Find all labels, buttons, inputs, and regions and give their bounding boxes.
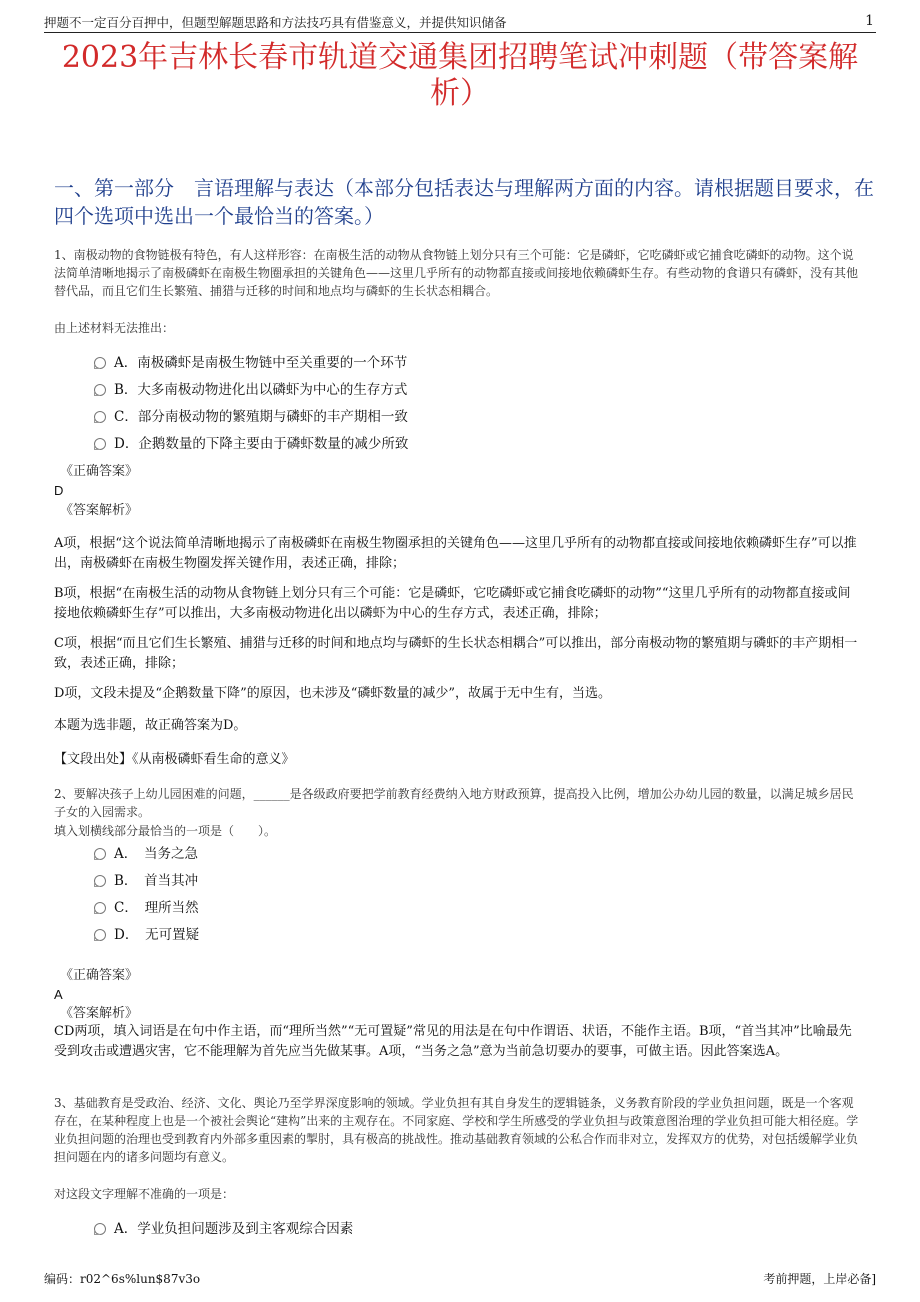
q2-stem: 2、要解决孩子上幼儿园困难的问题，______是各级政府要把学前教育经费纳入地方财政预算，提高投入比例，增加公办幼儿园的数量，以满足城乡居民子女的入园需求。 bbox=[54, 787, 854, 819]
radio-icon[interactable] bbox=[94, 357, 106, 369]
q1-answer: D bbox=[54, 483, 64, 498]
q2-option-d[interactable]: D． 无可置疑 bbox=[94, 926, 199, 944]
q2-analysis: CD两项，填入词语是在句中作主语，而“理所当然”“无可置疑”常见的用法是在句中作谓语、状语，不能作主语。B项，“首当其冲”比喻最先受到攻击或遭遇灾害，它不能理解为首先应当先做某事。A项，“当务之急”意为当前急切要办的要事，可做主语。因此答案选A。 bbox=[54, 1024, 852, 1059]
q1-analysis-c: C项，根据“而且它们生长繁殖、捕猎与迁移的时间和地点均与磷虾的生长状态相耦合”可以推出，部分南极动物的繁殖期与磷虾的丰产期相一致，表述正确，排除； bbox=[54, 636, 858, 671]
radio-icon[interactable] bbox=[94, 411, 106, 423]
q2-analysis-label: 《答案解析》 bbox=[60, 1006, 139, 1021]
radio-icon[interactable] bbox=[94, 384, 106, 396]
radio-icon[interactable] bbox=[94, 848, 106, 860]
section-title: 一、第一部分 言语理解与表达（本部分包括表达与理解两方面的内容。请根据题目要求，在四个选项中选出一个最恰当的答案。） bbox=[54, 176, 874, 228]
radio-icon[interactable] bbox=[94, 929, 106, 941]
q2-option-b[interactable]: B． 首当其冲 bbox=[94, 872, 198, 890]
q1-option-c[interactable]: C．部分南极动物的繁殖期与磷虾的丰产期相一致 bbox=[94, 408, 408, 426]
q3-option-a[interactable]: A．学业负担问题涉及到主客观综合因素 bbox=[94, 1220, 353, 1238]
q1-analysis-b: B项，根据“在南极生活的动物从食物链上划分只有三个可能：它是磷虾，它吃磷虾或它捕食吃磷虾的动物”“这里几乎所有的动物都直接或间接地依赖磷虾生存”可以推出，大多南极动物进化出以磷虾为中心的生存方式，表述正确，排除； bbox=[54, 586, 851, 621]
q1-stem: 1、南极动物的食物链极有特色，有人这样形容：在南极生活的动物从食物链上划分只有三个可能：它是磷虾，它吃磷虾或它捕食吃磷虾的动物。这个说法简单清晰地揭示了南极磷虾在南极生物圈承担的关键角色——这里几乎所有的动物都直接或间接地依赖磷虾生存。有些动物的食谱只有磷虾，没有其他替代品，而且它们生长繁殖、捕猎与迁移的时间和地点均与磷虾的生长状态相耦合。 bbox=[54, 248, 859, 298]
page-title: 2023年吉林长春市轨道交通集团招聘笔试冲刺题（带答案解析） bbox=[61, 40, 859, 111]
q2-prompt: 填入划横线部分最恰当的一项是（ ）。 bbox=[54, 824, 277, 838]
q1-analysis-a: A项，根据“这个说法简单清晰地揭示了南极磷虾在南极生物圈承担的关键角色——这里几乎所有的动物都直接或间接地依赖磷虾生存”可以推出，南极磷虾在南极生物圈发挥关键作用，表述正确，排除； bbox=[54, 536, 857, 571]
radio-icon[interactable] bbox=[94, 902, 106, 914]
header-disclaimer: 押题不一定百分百押中，但题型解题思路和方法技巧具有借鉴意义，并提供知识储备 bbox=[44, 15, 507, 30]
footer-slogan: 考前押题，上岸必备] bbox=[763, 1272, 876, 1286]
q2-answer-label: 《正确答案》 bbox=[60, 968, 139, 983]
q1-source: 【文段出处】《从南极磷虾看生命的意义》 bbox=[54, 752, 295, 767]
radio-icon[interactable] bbox=[94, 875, 106, 887]
radio-icon[interactable] bbox=[94, 1223, 106, 1235]
q1-analysis-d: D项，文段未提及“企鹅数量下降”的原因，也未涉及“磷虾数量的减少”，故属于无中生有，当选。 bbox=[54, 686, 612, 701]
radio-icon[interactable] bbox=[94, 438, 106, 450]
q2-option-c[interactable]: C． 理所当然 bbox=[94, 899, 199, 917]
q1-option-a[interactable]: A．南极磷虾是南极生物链中至关重要的一个环节 bbox=[94, 354, 407, 372]
page-header bbox=[44, 14, 876, 33]
q1-option-d[interactable]: D．企鹅数量的下降主要由于磷虾数量的减少所致 bbox=[94, 435, 408, 453]
footer-code: 编码：r02^6s%lun$87v3o bbox=[44, 1272, 201, 1286]
q1-prompt: 由上述材料无法推出： bbox=[54, 321, 175, 335]
q2-answer: A bbox=[54, 987, 63, 1002]
q1-analysis-label: 《答案解析》 bbox=[60, 503, 139, 518]
q2-option-a[interactable]: A． 当务之急 bbox=[94, 845, 198, 863]
q1-option-b[interactable]: B．大多南极动物进化出以磷虾为中心的生存方式 bbox=[94, 381, 407, 399]
page-number: 1 bbox=[865, 13, 874, 29]
q3-prompt: 对这段文字理解不准确的一项是： bbox=[54, 1187, 235, 1201]
q3-stem: 3、基础教育是受政治、经济、文化、舆论乃至学界深度影响的领域。学业负担有其自身发生的逻辑链条，义务教育阶段的学业负担问题，既是一个客观存在，在某种程度上也是一个被社会舆论“建构”出来的主观存在。不同家庭、学校和学生所感受的学业负担与政策意图治理的学业负担可能大相径庭。学业负担问题的治理也受到教育内外部多重因素的掣肘，具有极高的挑战性。推动基础教育领域的公私合作而非对立，发挥双方的优势，对包括缓解学业负担问题在内的诸多问题均有意义。 bbox=[54, 1096, 859, 1164]
q1-conclusion: 本题为选非题，故正确答案为D。 bbox=[54, 718, 247, 733]
q1-answer-label: 《正确答案》 bbox=[60, 464, 139, 479]
